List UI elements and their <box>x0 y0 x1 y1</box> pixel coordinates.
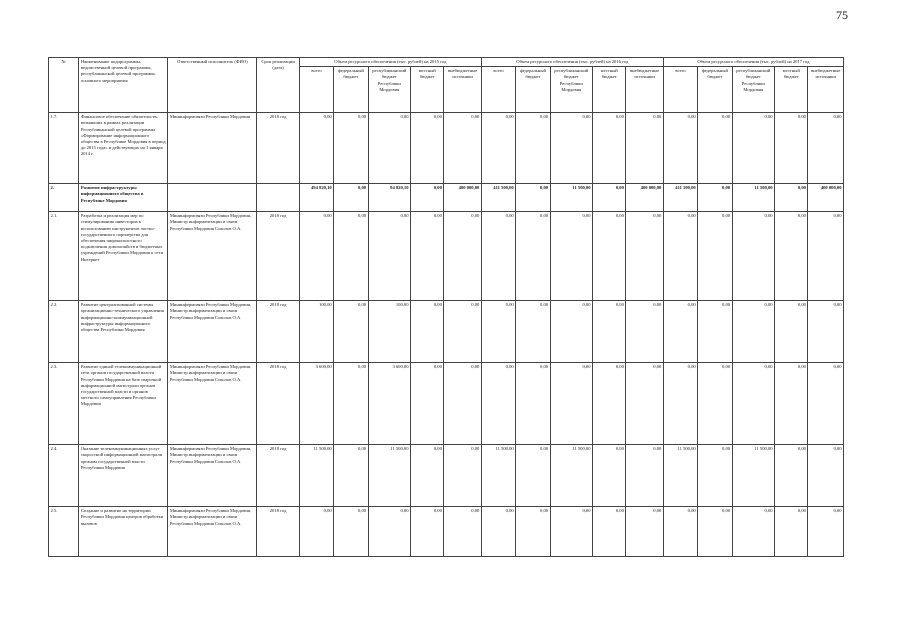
table-row <box>49 212 844 301</box>
row-value: 0,00 <box>411 113 444 184</box>
row-name: Разработка и реализация мер по стимулированию инвесторов к использованию инструментов частно-государственного партнерства для обеспечения широкополосного подключения домохозяйств и бюджетных учреждений Республики Мордовия к сети Интернет <box>79 212 168 301</box>
row-value: 0,00 <box>444 113 481 184</box>
page-number: 75 <box>836 8 848 22</box>
row-value: 0,00 <box>626 363 663 445</box>
row-value: 0,00 <box>368 507 410 557</box>
resource-table <box>48 57 844 557</box>
header-sub-2016-2: республиканский бюджет Республики Мордовия <box>550 67 592 113</box>
row-value: 11 500,00 <box>550 184 592 212</box>
row-value: 494 820,10 <box>299 184 333 212</box>
row-value: 0,00 <box>481 212 515 301</box>
table-row <box>49 301 844 363</box>
row-number: 2.1. <box>49 212 79 301</box>
row-value: 0,00 <box>775 212 808 301</box>
row-deadline: 2018 год <box>257 113 299 184</box>
row-value: 0,00 <box>481 363 515 445</box>
row-value: 100,00 <box>368 301 410 363</box>
row-value: 0,00 <box>444 363 481 445</box>
row-value: 94 820,10 <box>368 184 410 212</box>
table-row <box>49 445 844 507</box>
header-sub-2015-2: республиканский бюджет Республики Мордовия <box>368 67 410 113</box>
row-value: 400 000,00 <box>626 184 663 212</box>
row-name: Финансовое обеспечение обязательств, возникших в рамках реализации Республиканской целевой программы «Формирование информационного общества в Республике Мордовия в период до 2015 года» и действующих на 1 января 2014 г. <box>79 113 168 184</box>
header-sub-2016-3: местный бюджет <box>593 67 626 113</box>
row-value: 0,00 <box>481 301 515 363</box>
row-value: 0,00 <box>334 445 368 507</box>
row-value: 0,00 <box>732 507 774 557</box>
row-value: 11 500,00 <box>481 445 515 507</box>
row-name: Развитие единой телекоммуникационной сети органов государственной власти Республики Мордовия на базе сварочной информационной магистрали органов государственной власти и органов местного самоуправления Республики Мордовия <box>79 363 168 445</box>
row-value: 411 500,00 <box>481 184 515 212</box>
row-executor: Мининформсвязи Республики Мордовия, Министр информатизации и связи Республики Мордовия Соколов О.А. <box>168 445 257 507</box>
row-value: 0,00 <box>411 184 444 212</box>
row-value: 11 500,00 <box>732 445 774 507</box>
table-row <box>49 507 844 557</box>
row-value: 0,00 <box>444 212 481 301</box>
row-value: 0,00 <box>698 184 732 212</box>
row-executor: Мининформсвязи Республики Мордовия, Министр информатизации и связи Республики Мордовия Соколов О.А. <box>168 507 257 557</box>
row-number: 2.5. <box>49 507 79 557</box>
row-value: 0,00 <box>481 113 515 184</box>
row-value: 0,00 <box>516 212 550 301</box>
row-value: 400 000,00 <box>444 184 481 212</box>
row-value: 0,00 <box>808 212 844 301</box>
row-number: 2.2. <box>49 301 79 363</box>
row-value: 0,00 <box>732 301 774 363</box>
row-value: 0,00 <box>808 507 844 557</box>
row-value: 0,00 <box>550 507 592 557</box>
row-value: 0,00 <box>775 301 808 363</box>
row-value: 0,00 <box>516 363 550 445</box>
row-value: 0,00 <box>698 113 732 184</box>
row-value: 3 600,00 <box>368 363 410 445</box>
table-row <box>49 184 844 212</box>
header-group-2017: Объем ресурсного обеспечения (тыс. рублей) на 2017 год <box>663 58 843 67</box>
header-sub-2016-4: внебюджетные источники <box>626 67 663 113</box>
row-value: 0,00 <box>334 301 368 363</box>
row-number: 1.7. <box>49 113 79 184</box>
header-name: Наименование подпрограммы, ведомственной целевой программы, республиканской целевой программы, основного мероприятия <box>79 58 168 113</box>
row-value: 0,00 <box>593 301 626 363</box>
row-value: 0,00 <box>775 507 808 557</box>
row-value: 11 500,00 <box>550 445 592 507</box>
row-name: Развитие централизованной системы организационно-технического управления информационно-коммуникационной инфраструктуры информационного общества Республики Мордовия <box>79 301 168 363</box>
row-value: 0,00 <box>334 184 368 212</box>
row-value: 400 000,00 <box>808 184 844 212</box>
row-value: 0,00 <box>732 363 774 445</box>
row-value: 0,00 <box>593 184 626 212</box>
row-number: 2. <box>49 184 79 212</box>
header-no: № <box>49 58 79 113</box>
row-value: 0,00 <box>775 363 808 445</box>
row-executor: Мининформсвязи Республики Мордовия, Министр информатизации и связи Республики Мордовия Соколов О.А. <box>168 301 257 363</box>
row-name: Оказание телекоммуникационных услуг скоростной информационной магистрали органам государственной власти Республики Мордовия <box>79 445 168 507</box>
row-value: 0,00 <box>334 507 368 557</box>
row-value: 0,00 <box>808 301 844 363</box>
row-deadline: 2018 год <box>257 507 299 557</box>
row-value: 0,00 <box>444 445 481 507</box>
row-value: 0,00 <box>516 301 550 363</box>
header-sub-2017-2: республиканский бюджет Республики Мордовия <box>732 67 774 113</box>
header-sub-2017-4: внебюджетные источники <box>808 67 844 113</box>
header-sub-2016-0: всего <box>481 67 515 113</box>
row-value: 0,00 <box>334 212 368 301</box>
row-value: 0,00 <box>299 212 333 301</box>
row-value: 0,00 <box>732 212 774 301</box>
row-number: 2.4. <box>49 445 79 507</box>
row-value: 0,00 <box>775 445 808 507</box>
row-value: 0,00 <box>334 363 368 445</box>
row-deadline: 2018 год <box>257 363 299 445</box>
row-value: 0,00 <box>698 212 732 301</box>
header-group-2016: Объем ресурсного обеспечения (тыс. рублей) на 2016 год <box>481 58 663 67</box>
table-row <box>49 363 844 445</box>
row-value: 0,00 <box>550 301 592 363</box>
header-group-2015: Объем ресурсного обеспечения (тыс. рублей) на 2015 год <box>299 58 481 67</box>
header-deadline: Срок реализации (дата) <box>257 58 299 113</box>
row-value: 0,00 <box>626 113 663 184</box>
row-value: 0,00 <box>698 507 732 557</box>
row-value: 0,00 <box>411 445 444 507</box>
row-executor <box>168 184 257 212</box>
row-value: 0,00 <box>550 113 592 184</box>
row-value: 0,00 <box>593 363 626 445</box>
row-executor: Мининформсвязи Республики Мордовия, Министр информатизации и связи Республики Мордовия Соколов О.А. <box>168 363 257 445</box>
row-deadline: 2018 год <box>257 445 299 507</box>
row-value: 100,00 <box>299 301 333 363</box>
header-sub-2015-3: местный бюджет <box>411 67 444 113</box>
row-value: 0,00 <box>775 113 808 184</box>
row-deadline <box>257 184 299 212</box>
row-value: 0,00 <box>698 301 732 363</box>
row-deadline: 2018 год <box>257 212 299 301</box>
row-value: 0,00 <box>732 113 774 184</box>
row-value: 0,00 <box>626 301 663 363</box>
row-value: 0,00 <box>808 113 844 184</box>
header-sub-2017-0: всего <box>663 67 697 113</box>
row-value: 0,00 <box>368 212 410 301</box>
row-executor: Мининформсвязи Республики Мордовия, Министр информатизации и связи Республики Мордовия Соколов О.А. <box>168 212 257 301</box>
row-value: 0,00 <box>550 212 592 301</box>
table-row <box>49 113 844 184</box>
row-value: 0,00 <box>299 113 333 184</box>
row-value: 0,00 <box>516 184 550 212</box>
row-value: 0,00 <box>411 363 444 445</box>
row-deadline: 2018 год <box>257 301 299 363</box>
row-value: 0,00 <box>663 113 697 184</box>
row-value: 0,00 <box>481 507 515 557</box>
row-value: 0,00 <box>698 363 732 445</box>
row-value: 0,00 <box>516 507 550 557</box>
row-value: 11 500,00 <box>299 445 333 507</box>
row-value: 0,00 <box>808 445 844 507</box>
header-sub-2016-1: федеральный бюджет <box>516 67 550 113</box>
row-value: 0,00 <box>698 445 732 507</box>
row-value: 3 600,00 <box>299 363 333 445</box>
row-value: 11 500,00 <box>368 445 410 507</box>
row-value: 0,00 <box>516 445 550 507</box>
row-value: 11 500,00 <box>732 184 774 212</box>
row-value: 0,00 <box>368 113 410 184</box>
row-value: 0,00 <box>411 301 444 363</box>
row-value: 0,00 <box>299 507 333 557</box>
header-sub-2017-3: местный бюджет <box>775 67 808 113</box>
row-value: 0,00 <box>550 363 592 445</box>
row-value: 0,00 <box>663 363 697 445</box>
row-name: Создание и развитие на территории Республики Мордовия центров обработки вызовов <box>79 507 168 557</box>
header-executor: Ответственный исполнитель (ФИО) <box>168 58 257 113</box>
row-value: 0,00 <box>593 212 626 301</box>
row-value: 0,00 <box>444 507 481 557</box>
row-value: 0,00 <box>808 363 844 445</box>
row-value: 0,00 <box>626 507 663 557</box>
row-value: 0,00 <box>411 507 444 557</box>
row-value: 0,00 <box>663 212 697 301</box>
row-value: 0,00 <box>516 113 550 184</box>
header-sub-2015-0: всего <box>299 67 333 113</box>
row-value: 0,00 <box>334 113 368 184</box>
header-sub-2015-1: федеральный бюджет <box>334 67 368 113</box>
row-executor: Мининформсвязи Республики Мордовия <box>168 113 257 184</box>
row-value: 0,00 <box>411 212 444 301</box>
header-sub-2015-4: внебюджетные источники <box>444 67 481 113</box>
row-name: Развитие инфраструктуры информационного общества в Республике Мордовия <box>79 184 168 212</box>
row-value: 0,00 <box>593 113 626 184</box>
row-value: 0,00 <box>444 301 481 363</box>
header-sub-2017-1: федеральный бюджет <box>698 67 732 113</box>
row-value: 11 500,00 <box>663 445 697 507</box>
row-number: 2.3. <box>49 363 79 445</box>
row-value: 0,00 <box>775 184 808 212</box>
row-value: 0,00 <box>626 445 663 507</box>
row-value: 0,00 <box>626 212 663 301</box>
row-value: 0,00 <box>663 301 697 363</box>
row-value: 0,00 <box>663 507 697 557</box>
row-value: 0,00 <box>593 507 626 557</box>
row-value: 411 500,00 <box>663 184 697 212</box>
row-value: 0,00 <box>593 445 626 507</box>
